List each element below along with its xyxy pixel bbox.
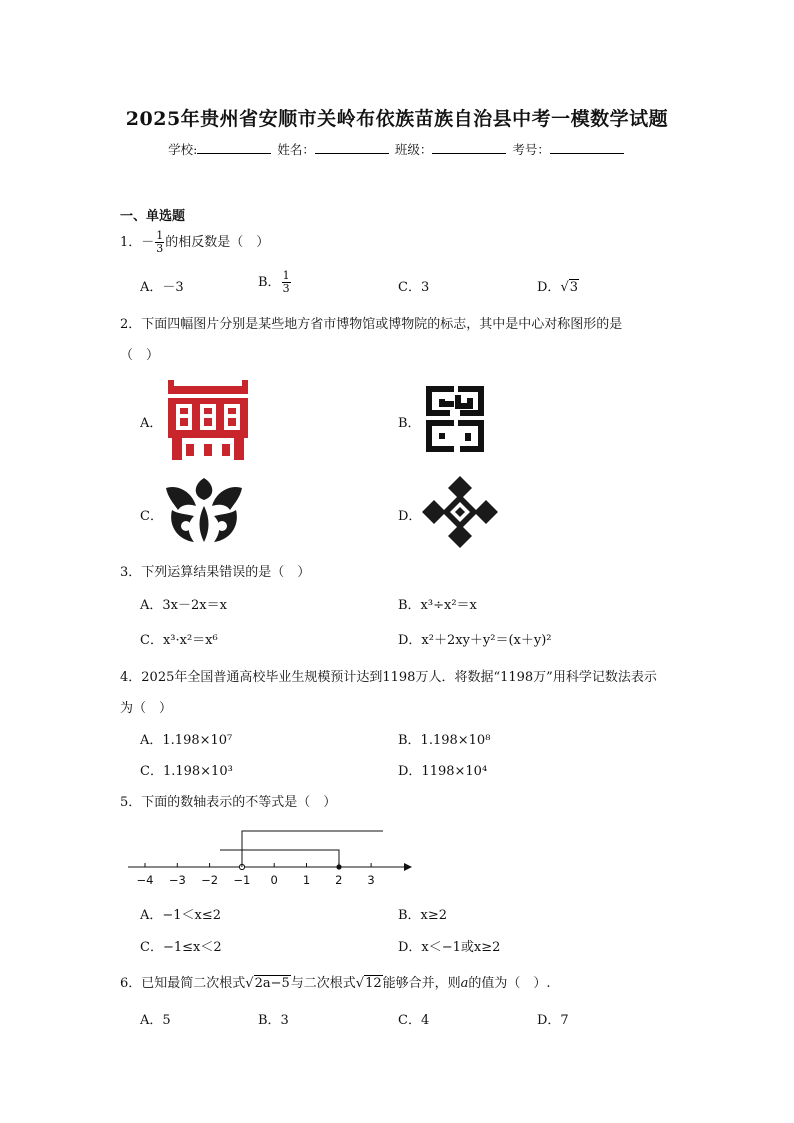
q4-option-c: C．1.198×10³ — [140, 764, 233, 779]
museum-logo-d-icon — [422, 476, 498, 548]
school-label: 学校: — [168, 142, 198, 157]
number-line-tick-label: −1 — [233, 873, 251, 887]
number-line-tick-label: −4 — [136, 873, 154, 887]
museum-logo-a-icon — [166, 378, 250, 462]
number-line-tick-label: 3 — [367, 873, 375, 887]
question-1 — [120, 230, 269, 255]
q5-option-c: C．−1≤x＜2 — [140, 940, 222, 955]
class-label: 班级： — [394, 142, 433, 157]
q2-option-a: A． — [140, 416, 163, 431]
q3-option-b: B．x³÷x²＝x — [398, 598, 477, 613]
question-5: 5．下面的数轴表示的不等式是（ ） — [120, 795, 337, 810]
q4-option-a: A．1.198×10⁷ — [140, 733, 233, 748]
q1-option-d: D．√3 — [537, 280, 579, 295]
variable-a: a — [460, 976, 469, 991]
radicand-1: 2a−5 — [254, 976, 290, 991]
number-line-tick-label: 0 — [270, 873, 278, 887]
exam-no-label: 考号： — [512, 142, 550, 157]
q4-option-d: D．1198×10⁴ — [398, 764, 488, 779]
question-4: 4．2025年全国普通高校毕业生规模预计达到1198万人．将数据“1198万”用科学记数法表示 — [120, 670, 657, 685]
question-3: 3．下列运算结果错误的是（ ） — [120, 565, 311, 580]
minus-sign: － — [141, 235, 155, 250]
q1-option-c: C．3 — [398, 280, 430, 295]
question-text: 的相反数是（ ） — [165, 235, 270, 250]
q1-option-a: A．－3 — [140, 280, 184, 295]
number-line-tick-label: 1 — [302, 873, 311, 887]
name-label: 姓名： — [277, 142, 315, 157]
student-info-line — [0, 140, 794, 158]
q5-option-d: D．x＜−1或x≥2 — [398, 940, 501, 955]
q6-option-d: D．7 — [537, 1013, 569, 1028]
number-line — [120, 822, 420, 892]
q1-option-b: B． $\frac{1}{3}$ — [258, 269, 290, 295]
exam-no-blank[interactable] — [550, 141, 624, 154]
question-text: 6．已知最简二次根式 — [120, 976, 246, 991]
class-blank[interactable] — [432, 141, 506, 154]
question-number: 1． — [120, 235, 142, 250]
museum-logo-c-icon — [164, 476, 244, 544]
q2-option-b: B． — [398, 416, 421, 431]
question-6: 6．已知最简二次根式√2a−5与二次根式√12能够合并，则a的值为（ ）. — [120, 976, 551, 991]
q6-option-a: A．5 — [140, 1013, 171, 1028]
museum-logo-b-icon — [424, 386, 486, 452]
q3-option-c: C．x³·x²＝x⁶ — [140, 633, 218, 648]
q6-option-b: B．3 — [258, 1013, 289, 1028]
q3-option-d: D．x²＋2xy＋y²＝(x＋y)² — [398, 633, 552, 648]
fraction: $\frac{1}{3}$ — [156, 229, 164, 255]
school-blank[interactable] — [197, 141, 271, 154]
question-2-paren: （ ） — [120, 348, 160, 363]
question-4-cont: 为（ ） — [120, 701, 173, 716]
fraction: $\frac{1}{3}$ — [282, 269, 290, 295]
q2-option-c: C． — [140, 509, 163, 524]
question-2: 2．下面四幅图片分别是某些地方省市博物馆或博物院的标志，其中是中心对称图形的是 — [120, 317, 623, 332]
radicand-2: 12 — [365, 976, 382, 991]
q6-option-c: C．4 — [398, 1013, 430, 1028]
q4-option-b: B．1.198×10⁸ — [398, 733, 491, 748]
number-line-tick-label: −3 — [168, 873, 186, 887]
name-blank[interactable] — [315, 141, 389, 154]
q5-option-b: B．x≥2 — [398, 908, 448, 923]
number-line-tick-label: −2 — [201, 873, 219, 887]
q2-option-d: D． — [398, 509, 422, 524]
number-line-tick-label: 2 — [335, 873, 343, 887]
q3-option-a: A．3x－2x＝x — [140, 598, 227, 613]
page-title: 2025年贵州省安顺市关岭布依族苗族自治县中考一模数学试题 — [125, 108, 669, 130]
q5-option-a: A．−1＜x≤2 — [140, 908, 222, 923]
section-heading: 一、单选题 — [120, 209, 186, 224]
